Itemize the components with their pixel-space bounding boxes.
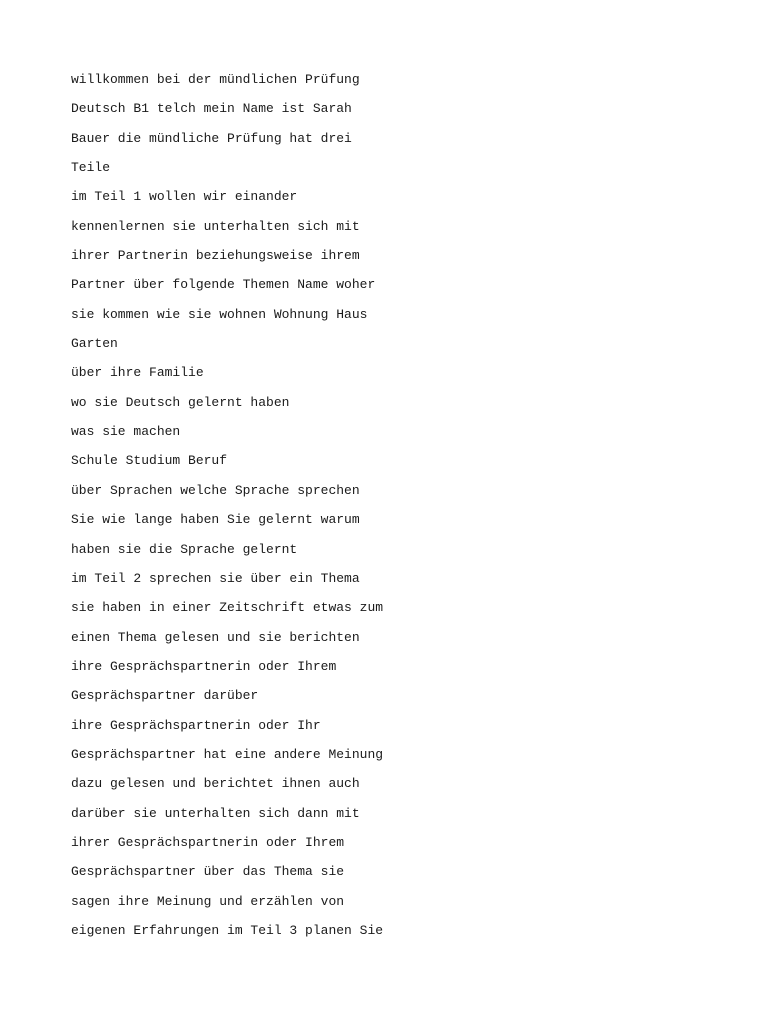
text-line: Schule Studium Beruf bbox=[71, 453, 228, 469]
text-line: ihre Gesprächspartnerin oder Ihr bbox=[71, 717, 321, 733]
text-line: Sie wie lange haben Sie gelernt warum bbox=[71, 512, 360, 528]
text-line: ihrer Gesprächspartnerin oder Ihrem bbox=[71, 834, 345, 850]
text-line: dazu gelesen und berichtet ihnen auch bbox=[71, 776, 360, 792]
text-line: Partner über folgende Themen Name woher bbox=[71, 277, 376, 293]
text-line: sagen ihre Meinung und erzählen von bbox=[71, 893, 345, 909]
text-line: Gesprächspartner hat eine andere Meinung bbox=[71, 746, 384, 762]
transcript-text bbox=[71, 65, 383, 945]
text-line: darüber sie unterhalten sich dann mit bbox=[71, 805, 360, 821]
text-line: Gesprächspartner darüber bbox=[71, 688, 259, 704]
text-line: Bauer die mündliche Prüfung hat drei bbox=[71, 130, 352, 146]
text-line: Garten bbox=[71, 336, 118, 352]
text-line: über Sprachen welche Sprache sprechen bbox=[71, 482, 360, 498]
text-line: haben sie die Sprache gelernt bbox=[71, 541, 298, 557]
text-line: wo sie Deutsch gelernt haben bbox=[71, 394, 290, 410]
text-line: was sie machen bbox=[71, 424, 181, 440]
text-line: sie kommen wie sie wohnen Wohnung Haus bbox=[71, 306, 368, 322]
text-line: Deutsch B1 telch mein Name ist Sarah bbox=[71, 101, 352, 117]
text-line: Teile bbox=[71, 160, 111, 176]
text-line: kennenlernen sie unterhalten sich mit bbox=[71, 218, 360, 234]
text-line: ihrer Partnerin beziehungsweise ihrem bbox=[71, 248, 360, 264]
text-line: im Teil 2 sprechen sie über ein Thema bbox=[71, 570, 360, 586]
text-line: Gesprächspartner über das Thema sie bbox=[71, 864, 345, 880]
text-line: einen Thema gelesen und sie berichten bbox=[71, 629, 360, 645]
text-line: über ihre Familie bbox=[71, 365, 204, 381]
text-line: ihre Gesprächspartnerin oder Ihrem bbox=[71, 658, 337, 674]
text-line: sie haben in einer Zeitschrift etwas zum bbox=[71, 600, 384, 616]
text-line: im Teil 1 wollen wir einander bbox=[71, 189, 298, 205]
text-line: willkommen bei der mündlichen Prüfung bbox=[71, 72, 360, 87]
text-line: eigenen Erfahrungen im Teil 3 planen Sie bbox=[71, 922, 384, 938]
